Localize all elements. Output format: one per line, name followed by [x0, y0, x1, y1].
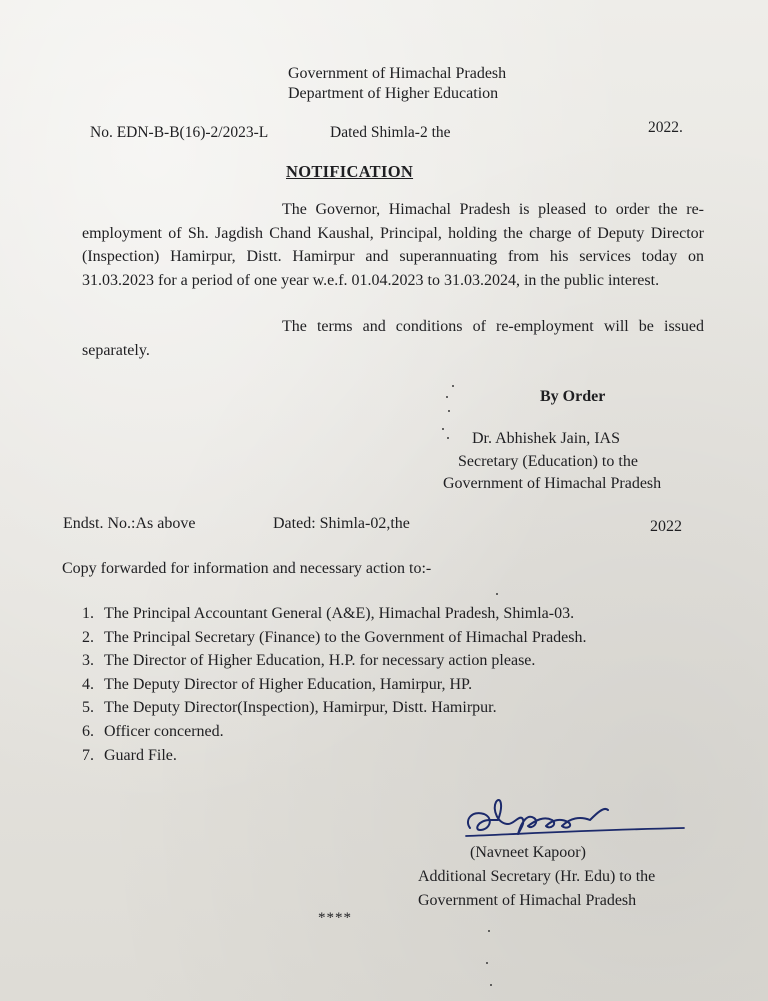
list-item: 6. Officer concerned. [82, 722, 224, 740]
recipient-list [82, 602, 587, 767]
scan-speck [496, 593, 498, 595]
endorsement-number: Endst. No.:As above [63, 515, 196, 532]
endorsement-dated: Dated: Shimla-02,the [273, 515, 410, 532]
signatory-1-org: Government of Himachal Pradesh [443, 475, 662, 492]
signatory-2-designation: Additional Secretary (Hr. Edu) to the [418, 868, 656, 885]
signatory-1-designation: Secretary (Education) to the [458, 453, 638, 470]
reference-number: No. EDN-B-B(16)-2/2023-L [90, 124, 269, 141]
body-paragraph-2-text: The terms and conditions of re-employment will be issued separately. [82, 318, 704, 359]
reference-dated: Dated Shimla-2 the [330, 124, 451, 141]
scan-speck [447, 437, 449, 439]
reference-year: 2022. [648, 119, 683, 136]
list-item: 5. The Deputy Director(Inspection), Hamirpur, Distt. Hamirpur. [82, 699, 497, 717]
scan-speck [490, 984, 492, 986]
footer-marks: **** [318, 910, 352, 926]
handwritten-signature [460, 790, 690, 850]
copy-forwarded-intro: Copy forwarded for information and necessary action to:- [62, 560, 432, 577]
list-item: 7. Guard File. [82, 746, 177, 764]
body-paragraph-2 [82, 315, 704, 362]
header-department: Department of Higher Education [288, 85, 499, 102]
endorsement-year: 2022 [650, 518, 682, 535]
signatory-2-org: Government of Himachal Pradesh [418, 892, 637, 909]
body-paragraph-1-text: The Governor, Himachal Pradesh is pleased to order the re-employment of Sh. Jagdish Chand Kaushal, Principal, holding the charge of Deputy Director (Inspection) Hamirpur, Distt. Hamirpur and superannuating from his services today on 31.03.2023 for a period of one year w.e.f. 01.04.2023 to 31.03.2024, in the public interest. [82, 201, 704, 289]
scan-speck [442, 428, 444, 430]
scan-speck [448, 410, 450, 412]
list-item: 1. The Principal Accountant General (A&E), Himachal Pradesh, Shimla-03. [82, 605, 575, 622]
scan-speck [446, 396, 448, 398]
header-government: Government of Himachal Pradesh [288, 65, 507, 82]
page-title: NOTIFICATION [286, 162, 414, 181]
signatory-1-name: Dr. Abhishek Jain, IAS [472, 430, 620, 447]
signatory-2-name: (Navneet Kapoor) [470, 844, 586, 861]
list-item: 4. The Deputy Director of Higher Education, Hamirpur, HP. [82, 675, 473, 693]
scan-speck [452, 385, 454, 387]
by-order: By Order [540, 388, 606, 405]
list-item: 3. The Director of Higher Education, H.P. for necessary action please. [82, 652, 536, 670]
scan-speck [488, 930, 490, 932]
list-item: 2. The Principal Secretary (Finance) to the Government of Himachal Pradesh. [82, 628, 587, 646]
body-paragraph-1 [82, 198, 704, 292]
scan-speck [486, 962, 488, 964]
